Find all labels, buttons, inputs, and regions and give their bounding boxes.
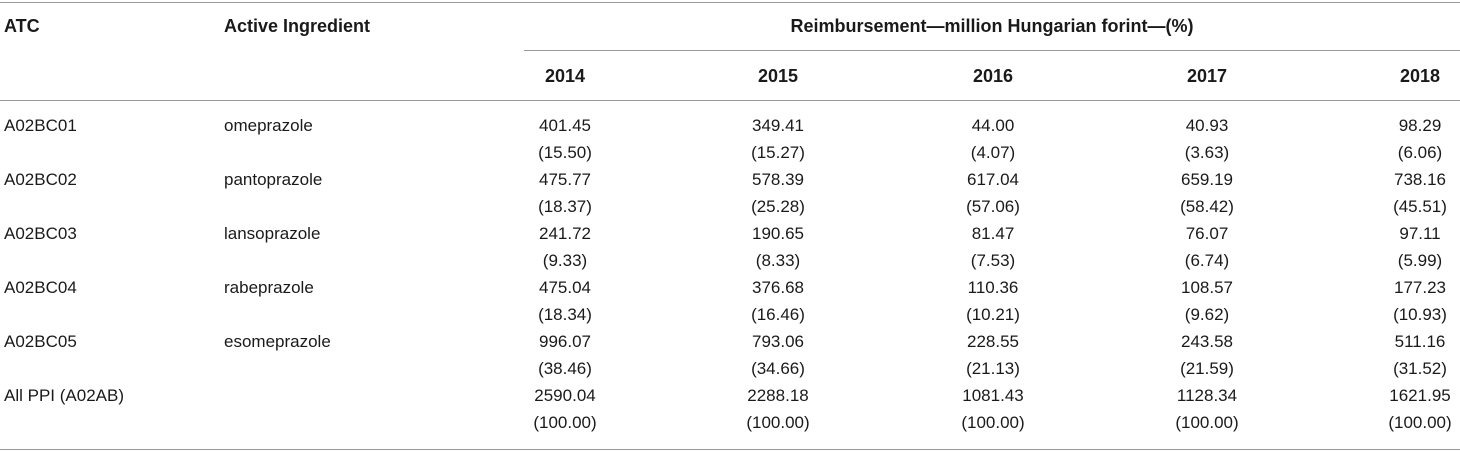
reimbursement-percent: (21.59) (1180, 359, 1234, 378)
top-rule (0, 2, 1460, 3)
reimbursement-value: 475.77 (539, 170, 591, 189)
reimbursement-percent: (9.62) (1184, 305, 1230, 324)
header-atc: ATC (4, 16, 40, 36)
reimbursement-value: 578.39 (752, 170, 804, 189)
atc-code: A02BC04 (4, 278, 77, 297)
atc-code: A02BC03 (4, 224, 77, 243)
reimbursement-percent: (5.99) (1397, 251, 1443, 270)
reimbursement-value: 401.45 (539, 116, 591, 135)
atc-code: All PPI (A02AB) (4, 386, 124, 405)
active-ingredient: esomeprazole (224, 332, 331, 351)
reimbursement-percent: (3.63) (1184, 143, 1230, 162)
reimbursement-percent: (6.74) (1184, 251, 1230, 270)
reimbursement-percent: (9.33) (542, 251, 588, 270)
reimbursement-value: 1128.34 (1176, 386, 1238, 405)
header-year: 2017 (1186, 66, 1228, 86)
reimbursement-value: 241.72 (539, 224, 591, 243)
active-ingredient: pantoprazole (224, 170, 323, 189)
reimbursement-value: 511.16 (1394, 332, 1446, 351)
header-active-ingredient: Active Ingredient (224, 16, 371, 36)
reimbursement-value: 98.29 (1398, 116, 1442, 135)
reimbursement-value: 1621.95 (1389, 386, 1451, 405)
atc-code: A02BC01 (4, 116, 77, 135)
reimbursement-value: 738.16 (1394, 170, 1446, 189)
header-bottom-rule (0, 100, 1460, 101)
reimbursement-percent: (4.07) (970, 143, 1016, 162)
reimbursement-value: 76.07 (1185, 224, 1229, 243)
reimbursement-percent: (34.66) (751, 359, 805, 378)
reimbursement-value: 793.06 (752, 332, 804, 351)
header-year: 2018 (1399, 66, 1441, 86)
reimbursement-percent: (18.37) (538, 197, 592, 216)
reimbursement-percent: (6.06) (1397, 143, 1443, 162)
header-year: 2014 (544, 66, 586, 86)
reimbursement-value: 2288.18 (747, 386, 809, 405)
reimbursement-value: 177.23 (1394, 278, 1446, 297)
bottom-rule (0, 449, 1460, 450)
reimbursement-value: 40.93 (1185, 116, 1229, 135)
reimbursement-percent: (25.28) (751, 197, 805, 216)
reimbursement-value: 349.41 (752, 116, 804, 135)
active-ingredient: omeprazole (224, 116, 313, 135)
reimbursement-percent: (21.13) (966, 359, 1020, 378)
reimbursement-value: 190.65 (752, 224, 804, 243)
reimbursement-value: 243.58 (1181, 332, 1233, 351)
reimbursement-value: 617.04 (967, 170, 1019, 189)
reimbursement-percent: (100.00) (533, 413, 597, 432)
reimbursement-value: 110.36 (967, 278, 1019, 297)
reimbursement-value: 1081.43 (962, 386, 1024, 405)
reimbursement-value: 659.19 (1181, 170, 1233, 189)
reimbursement-value: 475.04 (539, 278, 591, 297)
reimbursement-value: 996.07 (539, 332, 591, 351)
reimbursement-percent: (10.93) (1393, 305, 1447, 324)
reimbursement-percent: (57.06) (966, 197, 1020, 216)
reimbursement-percent: (15.50) (538, 143, 592, 162)
reimbursement-percent: (100.00) (746, 413, 810, 432)
reimbursement-percent: (31.52) (1393, 359, 1447, 378)
reimbursement-percent: (100.00) (961, 413, 1025, 432)
reimbursement-percent: (58.42) (1180, 197, 1234, 216)
header-reimbursement-group: Reimbursement—million Hungarian forint—(%) (790, 16, 1194, 36)
reimbursement-value: 228.55 (967, 332, 1019, 351)
header-year: 2016 (972, 66, 1014, 86)
reimbursement-value: 2590.04 (534, 386, 596, 405)
reimbursement-percent: (7.53) (970, 251, 1016, 270)
reimbursement-percent: (45.51) (1393, 197, 1447, 216)
reimbursement-percent: (38.46) (538, 359, 592, 378)
reimbursement-percent: (16.46) (751, 305, 805, 324)
reimbursement-value: 97.11 (1399, 224, 1441, 243)
reimbursement-percent: (100.00) (1388, 413, 1452, 432)
reimbursement-value: 376.68 (752, 278, 804, 297)
header-year: 2015 (757, 66, 799, 86)
active-ingredient: lansoprazole (224, 224, 321, 243)
reimbursement-percent: (18.34) (538, 305, 592, 324)
reimbursement-value: 44.00 (971, 116, 1015, 135)
reimbursement-percent: (15.27) (751, 143, 805, 162)
reimbursement-percent: (100.00) (1175, 413, 1239, 432)
reimbursement-percent: (8.33) (755, 251, 801, 270)
reimbursement-percent: (10.21) (966, 305, 1020, 324)
atc-code: A02BC05 (4, 332, 77, 351)
active-ingredient: rabeprazole (224, 278, 314, 297)
group-header-rule (524, 50, 1460, 51)
reimbursement-value: 108.57 (1181, 278, 1233, 297)
reimbursement-value: 81.47 (971, 224, 1015, 243)
atc-code: A02BC02 (4, 170, 77, 189)
